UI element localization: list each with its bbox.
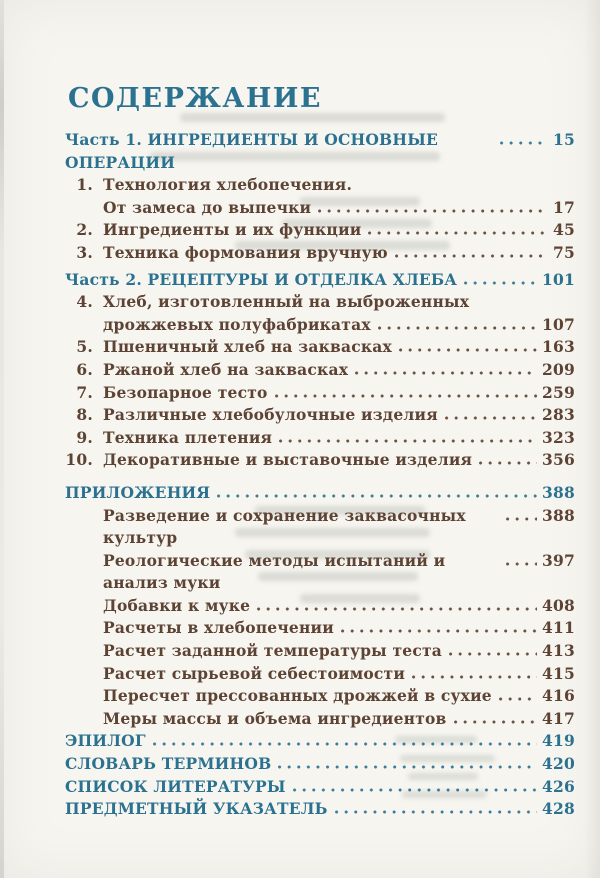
toc-item-body: [103, 382, 575, 405]
dot-leader: [449, 652, 537, 656]
toc-entry-text: Расчеты в хлебопечении: [103, 618, 334, 638]
toc-sub-row: [65, 708, 575, 731]
dot-leader: [454, 720, 538, 724]
page-number: 323: [542, 427, 575, 447]
page-number: 416: [542, 686, 575, 706]
toc-entry-line: [103, 427, 575, 450]
page-number: 419: [542, 731, 575, 751]
page-number: 17: [553, 197, 575, 217]
toc-entry-text: Различные хлебобулочные изделия: [103, 405, 438, 425]
toc-item-row: [65, 404, 575, 427]
toc-entry-text: Пшеничный хлеб на закваскаx: [103, 337, 392, 357]
dot-leader: [506, 562, 537, 566]
dot-leader: [293, 788, 537, 792]
toc-item-row: [65, 449, 575, 472]
page-title: СОДЕРЖАНИЕ: [68, 83, 322, 114]
page-number: 411: [542, 618, 575, 638]
toc-sub-row: [65, 550, 575, 595]
toc-item-row: [65, 359, 575, 382]
toc-entry-line: [103, 404, 575, 427]
toc-entry-text: Декоративные и выставочные изделия: [103, 450, 473, 470]
toc-entry-text: Расчет заданной температуры теста: [103, 641, 443, 661]
toc-item-body: [103, 174, 575, 219]
toc-entry-text: Пересчет прессованных дрожжей в сухие: [103, 686, 492, 706]
toc-entry-text: ПРЕДМЕТНЫЙ УКАЗАТЕЛЬ: [65, 799, 328, 819]
toc-sub-row: [65, 505, 575, 550]
dot-leader: [257, 607, 537, 611]
toc-entry-text: Техника формования вручную: [103, 242, 388, 262]
dot-leader: [479, 461, 537, 465]
dot-leader: [399, 348, 537, 352]
toc-item-body: [103, 336, 575, 359]
page-number: 420: [542, 754, 575, 774]
toc-section-row: [65, 269, 575, 292]
toc-entry-line: [103, 219, 575, 242]
page-number: 388: [542, 482, 575, 502]
toc-entry-line: [65, 482, 575, 505]
toc-entry-text: СПИСОК ЛИТЕРАТУРЫ: [65, 776, 286, 796]
toc-entry-text: Безопарное тесто: [103, 382, 268, 402]
page-left-edge-shade: [0, 0, 4, 878]
toc-entry-text: дрожжевых полуфабрикатах: [103, 314, 371, 334]
toc-entry-text: Ржаной хлеб на закваскаx: [103, 359, 349, 379]
toc-item-row: [65, 219, 575, 242]
toc-item-body: [103, 404, 575, 427]
toc-item-row: [65, 242, 575, 265]
dot-leader: [335, 810, 537, 814]
page-number: 413: [542, 641, 575, 661]
toc-entry-text: Меры массы и объема ингредиентов: [103, 708, 447, 728]
toc-item-number: 7.: [76, 382, 93, 402]
toc-entry-text: ЭПИЛОГ: [65, 731, 146, 751]
page-number: 163: [542, 337, 575, 357]
dot-leader: [355, 371, 537, 375]
toc-entry-line: [103, 382, 575, 405]
toc-section-row: [65, 482, 575, 505]
toc-item-row: [65, 336, 575, 359]
dot-leader: [499, 697, 537, 701]
page-number: 45: [553, 220, 575, 240]
dot-leader: [464, 281, 537, 285]
toc-entry-line: [103, 550, 575, 595]
toc-section-row: [65, 776, 575, 799]
toc-entry-text: Ингредиенты и их функции: [103, 220, 362, 240]
toc-entry-text: Реологические методы испытаний и анализ муки: [103, 550, 446, 593]
page-number: 259: [542, 382, 575, 402]
toc-item-number: 8.: [76, 405, 93, 425]
toc-entry-line: [103, 242, 575, 265]
page-number: 356: [542, 450, 575, 470]
dot-leader: [506, 517, 537, 521]
toc-entry-line: [103, 449, 575, 472]
toc-entry-text: Расчет сырьевой себестоимости: [103, 663, 406, 683]
toc-section-row: [65, 730, 575, 753]
toc-entry-line: [65, 730, 575, 753]
toc-section-row: [65, 753, 575, 776]
toc-entry-line: [103, 336, 575, 359]
toc-item-body: [103, 359, 575, 382]
toc-item-row: [65, 382, 575, 405]
toc-sub-row: [65, 663, 575, 686]
dot-leader: [153, 742, 537, 746]
dot-leader: [341, 629, 537, 633]
page-number: 397: [542, 550, 575, 570]
toc-item-row: [65, 174, 575, 219]
toc-sub-row: [65, 595, 575, 618]
dot-leader: [395, 254, 546, 258]
page-number: 415: [542, 663, 575, 683]
toc-entry-line: [103, 663, 575, 686]
toc-entry-text: От замеса до выпечки: [103, 197, 312, 217]
dot-leader: [275, 394, 537, 398]
toc-item-body: [103, 449, 575, 472]
toc-section-row: [65, 798, 575, 821]
page-number: 107: [542, 314, 575, 334]
toc-item-row: [65, 427, 575, 450]
toc-sub-row: [65, 640, 575, 663]
dot-leader: [378, 326, 537, 330]
dot-leader: [368, 231, 546, 235]
toc-item-number: 10.: [65, 450, 93, 470]
toc-entry-text: СЛОВАРЬ ТЕРМИНОВ: [65, 754, 272, 774]
toc-entry-line: [103, 708, 575, 731]
toc-entry-text: Техника плетения: [103, 427, 273, 447]
toc-entry-line: [103, 640, 575, 663]
page-number: 417: [542, 708, 575, 728]
dot-leader: [217, 494, 537, 498]
toc-entry-line: [103, 314, 575, 337]
toc-entry-text: Разведение и сохранение заквасочных культур: [103, 505, 466, 548]
toc-entry-line: [65, 269, 575, 292]
toc-item-title-line: Хлеб, изготовленный на выброженных: [103, 292, 470, 312]
toc-item-number: 6.: [76, 359, 93, 379]
page-right-edge-shade: [584, 0, 600, 878]
dot-leader: [412, 675, 537, 679]
toc-entry-text: Часть 2. РЕЦЕПТУРЫ И ОТДЕЛКА ХЛЕБА: [65, 269, 458, 289]
page-number: 283: [542, 405, 575, 425]
dot-leader: [318, 209, 546, 213]
page-number: 426: [542, 776, 575, 796]
toc-entry-line: [103, 505, 575, 550]
toc-item-body: [103, 427, 575, 450]
toc-entry-line: [65, 129, 575, 174]
page-number: 428: [542, 799, 575, 819]
toc-item-body: [103, 242, 575, 265]
toc-item-number: 2.: [76, 220, 93, 240]
toc-sub-row: [65, 617, 575, 640]
page-number: 209: [542, 359, 575, 379]
page-number: 388: [542, 505, 575, 525]
toc-section-row: [65, 129, 575, 174]
toc-entry-line: [65, 798, 575, 821]
toc-item-number: 1.: [76, 175, 93, 195]
page-number: 101: [542, 269, 575, 289]
dot-leader: [500, 141, 546, 145]
toc-entry-text: Добавки к муке: [103, 595, 251, 615]
toc-item-number: 4.: [76, 292, 93, 312]
toc-item-number: 3.: [76, 242, 93, 262]
toc-item-body: [103, 219, 575, 242]
toc-entry-line: [65, 753, 575, 776]
toc-entry-line: [103, 685, 575, 708]
toc-item-row: [65, 291, 575, 336]
toc-item-title-line: Технология хлебопечения.: [103, 175, 353, 195]
dot-leader: [445, 416, 537, 420]
toc-entry-text: ПРИЛОЖЕНИЯ: [65, 482, 211, 502]
toc-entry-line: [103, 595, 575, 618]
toc-entry-line: [65, 776, 575, 799]
toc-item-number: 9.: [76, 427, 93, 447]
toc-item-body: [103, 291, 575, 336]
toc-entry-line: [103, 617, 575, 640]
dot-leader: [279, 439, 537, 443]
dot-leader: [278, 765, 537, 769]
toc-entry-text: Часть 1. ИНГРЕДИЕНТЫ И ОСНОВНЫЕ ОПЕРАЦИИ: [65, 130, 439, 172]
page-number: 408: [542, 595, 575, 615]
toc-item-number: 5.: [76, 337, 93, 357]
table-of-contents: [65, 129, 575, 821]
page-number: 75: [553, 242, 575, 262]
toc-sub-row: [65, 685, 575, 708]
toc-entry-line: [103, 197, 575, 220]
page-number: 15: [553, 130, 575, 149]
toc-entry-line: [103, 359, 575, 382]
